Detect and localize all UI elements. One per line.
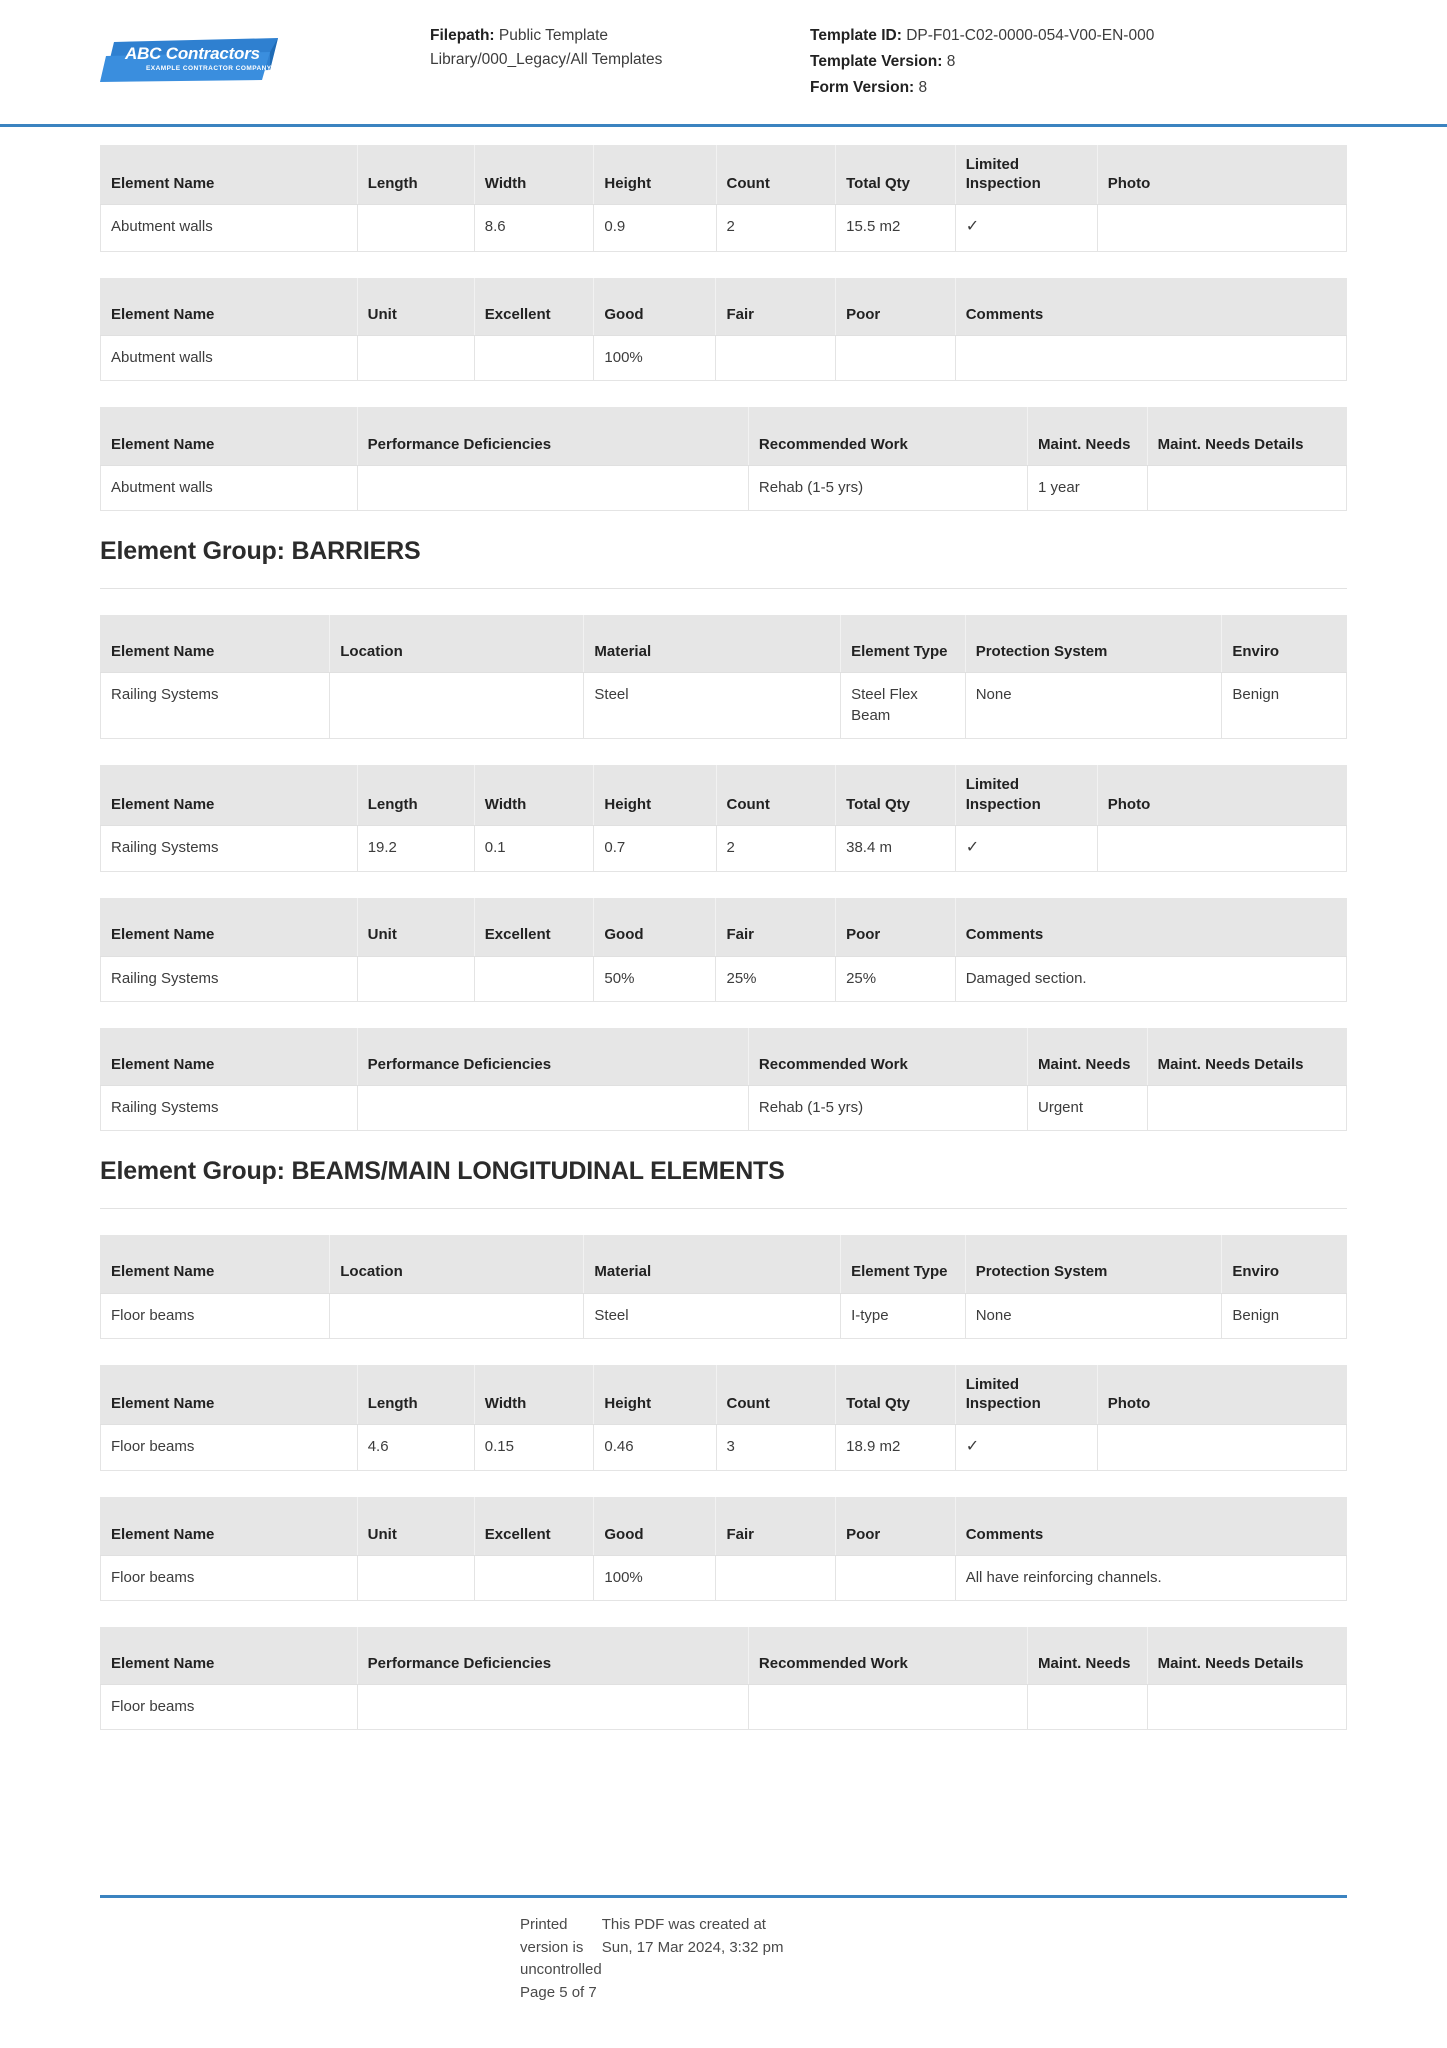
page-number: Page 5 of 7 bbox=[520, 1983, 597, 2001]
table-cell bbox=[357, 465, 748, 510]
template-id-line bbox=[810, 24, 1347, 48]
column-header: Location bbox=[330, 615, 584, 673]
table-cell: 0.9 bbox=[594, 205, 716, 251]
table-cell bbox=[330, 1293, 584, 1338]
table-header-row bbox=[101, 898, 1347, 956]
table-cell: 25% bbox=[836, 956, 956, 1001]
template-version-value: 8 bbox=[946, 53, 956, 71]
table-cell: All have reinforcing channels. bbox=[955, 1555, 1346, 1600]
table-header-row bbox=[101, 1365, 1347, 1425]
table-header-row bbox=[101, 278, 1347, 336]
table-row bbox=[101, 205, 1347, 251]
document-footer bbox=[0, 1895, 1447, 2004]
footer-left-block bbox=[100, 1914, 602, 2004]
table-cell bbox=[357, 336, 474, 381]
column-header: Material bbox=[584, 1235, 841, 1293]
table-maintenance bbox=[100, 407, 1347, 511]
filepath-line bbox=[430, 24, 760, 72]
column-header: Protection System bbox=[965, 1235, 1222, 1293]
column-header: Fair bbox=[716, 278, 836, 336]
column-header: Unit bbox=[357, 898, 474, 956]
element-name-cell: Railing Systems bbox=[101, 956, 358, 1001]
table-cell bbox=[474, 1555, 594, 1600]
table-cell: Benign bbox=[1222, 1293, 1347, 1338]
element-name-cell: Abutment walls bbox=[101, 336, 358, 381]
header-template-block bbox=[760, 22, 1347, 102]
table-cell bbox=[1097, 1424, 1346, 1470]
element-group-heading: Element Group: BEAMS/MAIN LONGITUDINAL ELEMENTS bbox=[100, 1157, 1347, 1209]
element-name-cell: Floor beams bbox=[101, 1424, 358, 1470]
column-header: Comments bbox=[955, 278, 1346, 336]
column-header: Length bbox=[357, 145, 474, 205]
column-header: Good bbox=[594, 898, 716, 956]
table-cell: I-type bbox=[841, 1293, 966, 1338]
table-cell: Rehab (1-5 yrs) bbox=[748, 1086, 1027, 1131]
table-cell bbox=[357, 1086, 748, 1131]
table-header-row bbox=[101, 1627, 1347, 1685]
table-header-row bbox=[101, 1235, 1347, 1293]
column-header: Location bbox=[330, 1235, 584, 1293]
column-header: Unit bbox=[357, 1497, 474, 1555]
column-header: Total Qty bbox=[836, 145, 956, 205]
column-header: Count bbox=[716, 1365, 836, 1425]
table-row bbox=[101, 1685, 1347, 1730]
table-cell bbox=[357, 1555, 474, 1600]
table-cell: Rehab (1-5 yrs) bbox=[748, 465, 1027, 510]
report-content bbox=[0, 127, 1447, 1730]
column-header: Recommended Work bbox=[748, 407, 1027, 465]
table-maintenance bbox=[100, 1028, 1347, 1132]
column-header: Poor bbox=[836, 898, 956, 956]
column-header: Element Name bbox=[101, 407, 358, 465]
check-icon: ✓ bbox=[955, 825, 1097, 871]
table-header-row bbox=[101, 1497, 1347, 1555]
column-header: Element Name bbox=[101, 765, 358, 825]
table-cell bbox=[1028, 1685, 1148, 1730]
column-header: Element Name bbox=[101, 615, 330, 673]
column-header: Element Name bbox=[101, 1235, 330, 1293]
table-cell: None bbox=[965, 1293, 1222, 1338]
table-cell bbox=[836, 336, 956, 381]
form-version-label: Form Version: bbox=[810, 79, 915, 97]
table-cell: Urgent bbox=[1028, 1086, 1148, 1131]
heading-spacer bbox=[100, 1209, 1347, 1235]
column-header: Photo bbox=[1097, 1365, 1346, 1425]
column-header: Good bbox=[594, 278, 716, 336]
table-row bbox=[101, 1293, 1347, 1338]
table-cell bbox=[357, 956, 474, 1001]
table-cell bbox=[748, 1685, 1027, 1730]
table-cell: 0.46 bbox=[594, 1424, 716, 1470]
table-cell bbox=[955, 336, 1346, 381]
table-cell: Damaged section. bbox=[955, 956, 1346, 1001]
column-header: Fair bbox=[716, 898, 836, 956]
column-header: Height bbox=[594, 765, 716, 825]
column-header: Maint. Needs Details bbox=[1147, 407, 1346, 465]
table-condition bbox=[100, 278, 1347, 382]
template-version-label: Template Version: bbox=[810, 53, 943, 71]
table-cell: 19.2 bbox=[357, 825, 474, 871]
table-row bbox=[101, 1086, 1347, 1131]
table-dimensions bbox=[100, 765, 1347, 872]
element-name-cell: Railing Systems bbox=[101, 825, 358, 871]
element-name-cell: Floor beams bbox=[101, 1685, 358, 1730]
column-header: Length bbox=[357, 765, 474, 825]
column-header: Poor bbox=[836, 1497, 956, 1555]
column-header: Maint. Needs Details bbox=[1147, 1627, 1346, 1685]
table-cell: None bbox=[965, 673, 1222, 739]
column-header: Performance Deficiencies bbox=[357, 407, 748, 465]
column-header: Protection System bbox=[965, 615, 1222, 673]
column-header: Height bbox=[594, 1365, 716, 1425]
column-header: Element Name bbox=[101, 1497, 358, 1555]
table-cell: 100% bbox=[594, 336, 716, 381]
table-cell bbox=[1097, 205, 1346, 251]
table-cell bbox=[474, 956, 594, 1001]
logo-company-name: ABC Contractors bbox=[125, 44, 260, 63]
table-cell bbox=[1147, 1086, 1346, 1131]
filepath-label: Filepath: bbox=[430, 27, 495, 44]
column-header: Good bbox=[594, 1497, 716, 1555]
check-icon: ✓ bbox=[955, 1424, 1097, 1470]
column-header: Comments bbox=[955, 1497, 1346, 1555]
logo-tagline: EXAMPLE CONTRACTOR COMPANY bbox=[146, 65, 272, 72]
column-header: Recommended Work bbox=[748, 1028, 1027, 1086]
table-cell: 4.6 bbox=[357, 1424, 474, 1470]
table-row bbox=[101, 956, 1347, 1001]
column-header: Total Qty bbox=[836, 1365, 956, 1425]
table-cell: 1 year bbox=[1028, 465, 1148, 510]
table-cell: 18.9 m2 bbox=[836, 1424, 956, 1470]
table-dimensions bbox=[100, 1365, 1347, 1472]
table-cell: 8.6 bbox=[474, 205, 594, 251]
column-header: Height bbox=[594, 145, 716, 205]
column-header: Maint. Needs bbox=[1028, 1028, 1148, 1086]
column-header: Enviro bbox=[1222, 615, 1347, 673]
column-header: Element Name bbox=[101, 1028, 358, 1086]
table-cell bbox=[474, 336, 594, 381]
table-cell bbox=[836, 1555, 956, 1600]
template-id-label: Template ID: bbox=[810, 27, 902, 44]
column-header: Photo bbox=[1097, 765, 1346, 825]
footer-divider bbox=[100, 1895, 1347, 1898]
table-cell bbox=[1097, 825, 1346, 871]
element-name-cell: Floor beams bbox=[101, 1555, 358, 1600]
table-cell bbox=[357, 205, 474, 251]
column-header: Recommended Work bbox=[748, 1627, 1027, 1685]
header-filepath-block bbox=[430, 22, 760, 74]
column-header: Fair bbox=[716, 1497, 836, 1555]
table-row bbox=[101, 465, 1347, 510]
table-general bbox=[100, 615, 1347, 740]
table-row bbox=[101, 1424, 1347, 1470]
printed-notice: Printed version is uncontrolled bbox=[520, 1916, 602, 1978]
column-header: Element Name bbox=[101, 145, 358, 205]
table-cell: 0.1 bbox=[474, 825, 594, 871]
table-header-row bbox=[101, 407, 1347, 465]
table-cell bbox=[716, 336, 836, 381]
table-condition bbox=[100, 1497, 1347, 1601]
element-name-cell: Abutment walls bbox=[101, 205, 358, 251]
column-header: Width bbox=[474, 1365, 594, 1425]
table-header-row bbox=[101, 145, 1347, 205]
column-header: Poor bbox=[836, 278, 956, 336]
table-cell bbox=[357, 1685, 748, 1730]
template-id-value: DP-F01-C02-0000-054-V00-EN-000 bbox=[906, 27, 1155, 44]
column-header: Excellent bbox=[474, 278, 594, 336]
table-dimensions bbox=[100, 145, 1347, 252]
form-version-value: 8 bbox=[918, 79, 928, 97]
column-header: Limited Inspection bbox=[955, 1365, 1097, 1425]
table-cell: 2 bbox=[716, 825, 836, 871]
table-row bbox=[101, 1555, 1347, 1600]
table-cell: 2 bbox=[716, 205, 836, 251]
logo-container bbox=[100, 22, 430, 84]
table-cell: 0.15 bbox=[474, 1424, 594, 1470]
table-cell: Steel bbox=[584, 1293, 841, 1338]
table-row bbox=[101, 336, 1347, 381]
check-icon: ✓ bbox=[955, 205, 1097, 251]
table-header-row bbox=[101, 765, 1347, 825]
table-general bbox=[100, 1235, 1347, 1339]
table-condition bbox=[100, 898, 1347, 1002]
element-name-cell: Railing Systems bbox=[101, 673, 330, 739]
element-group-heading: Element Group: BARRIERS bbox=[100, 537, 1347, 589]
table-cell bbox=[330, 673, 584, 739]
column-header: Element Type bbox=[841, 1235, 966, 1293]
column-header: Count bbox=[716, 145, 836, 205]
table-row bbox=[101, 825, 1347, 871]
column-header: Element Name bbox=[101, 898, 358, 956]
table-cell bbox=[1147, 1685, 1346, 1730]
column-header: Maint. Needs Details bbox=[1147, 1028, 1346, 1086]
column-header: Material bbox=[584, 615, 841, 673]
column-header: Element Name bbox=[101, 278, 358, 336]
column-header: Limited Inspection bbox=[955, 145, 1097, 205]
element-name-cell: Railing Systems bbox=[101, 1086, 358, 1131]
table-cell: 25% bbox=[716, 956, 836, 1001]
element-name-cell: Abutment walls bbox=[101, 465, 358, 510]
column-header: Element Name bbox=[101, 1365, 358, 1425]
column-header: Performance Deficiencies bbox=[357, 1028, 748, 1086]
heading-spacer bbox=[100, 589, 1347, 615]
column-header: Photo bbox=[1097, 145, 1346, 205]
column-header: Excellent bbox=[474, 898, 594, 956]
column-header: Comments bbox=[955, 898, 1346, 956]
column-header: Performance Deficiencies bbox=[357, 1627, 748, 1685]
table-cell: Benign bbox=[1222, 673, 1347, 739]
column-header: Element Type bbox=[841, 615, 966, 673]
column-header: Count bbox=[716, 765, 836, 825]
column-header: Total Qty bbox=[836, 765, 956, 825]
column-header: Excellent bbox=[474, 1497, 594, 1555]
table-cell: 0.7 bbox=[594, 825, 716, 871]
table-cell: 100% bbox=[594, 1555, 716, 1600]
table-row bbox=[101, 673, 1347, 739]
filepath-value: Public Template Library/000_Legacy/All Templates bbox=[430, 27, 663, 69]
form-version-line bbox=[810, 76, 1347, 100]
table-header-row bbox=[101, 615, 1347, 673]
table-cell: 15.5 m2 bbox=[836, 205, 956, 251]
column-header: Maint. Needs bbox=[1028, 407, 1148, 465]
table-cell: Steel bbox=[584, 673, 841, 739]
table-cell: 3 bbox=[716, 1424, 836, 1470]
table-cell bbox=[1147, 465, 1346, 510]
column-header: Length bbox=[357, 1365, 474, 1425]
table-cell: 50% bbox=[594, 956, 716, 1001]
element-name-cell: Floor beams bbox=[101, 1293, 330, 1338]
pdf-created-label: This PDF was created at bbox=[601, 1916, 766, 1933]
column-header: Unit bbox=[357, 278, 474, 336]
table-maintenance bbox=[100, 1627, 1347, 1731]
column-header: Maint. Needs bbox=[1028, 1627, 1148, 1685]
column-header: Enviro bbox=[1222, 1235, 1347, 1293]
column-header: Limited Inspection bbox=[955, 765, 1097, 825]
column-header: Element Name bbox=[101, 1627, 358, 1685]
table-cell bbox=[716, 1555, 836, 1600]
column-header: Width bbox=[474, 765, 594, 825]
column-header: Width bbox=[474, 145, 594, 205]
table-cell: 38.4 m bbox=[836, 825, 956, 871]
table-header-row bbox=[101, 1028, 1347, 1086]
template-version-line bbox=[810, 50, 1347, 74]
pdf-created-value: Sun, 17 Mar 2024, 3:32 pm bbox=[601, 1938, 784, 1956]
footer-right-block bbox=[602, 1914, 1347, 2004]
abc-contractors-logo bbox=[100, 36, 286, 84]
table-cell: Steel Flex Beam bbox=[841, 673, 966, 739]
document-header bbox=[0, 0, 1447, 127]
